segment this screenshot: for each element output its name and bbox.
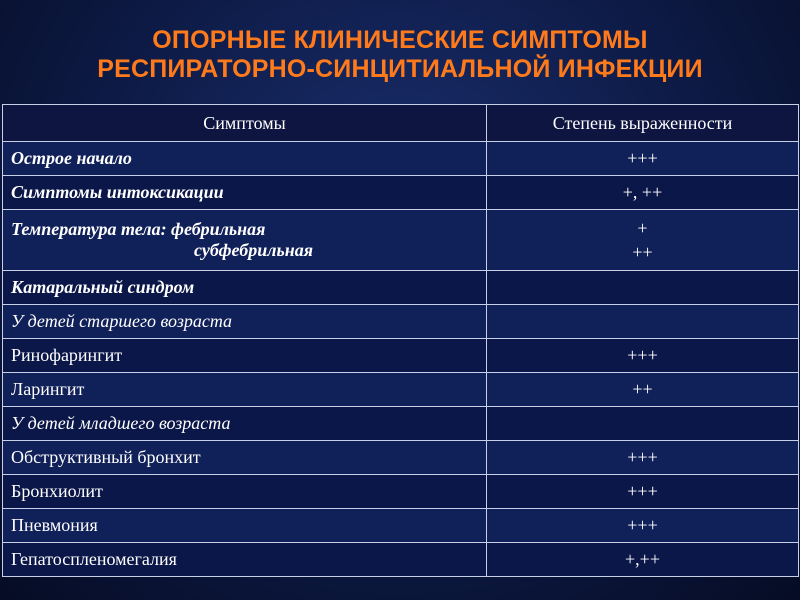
degree-cell xyxy=(487,271,799,305)
degree-cell: +, ++ xyxy=(487,176,799,210)
table-row xyxy=(3,271,799,305)
degree-cell: +++ xyxy=(487,142,799,176)
table-row xyxy=(3,210,799,271)
table-row xyxy=(3,339,799,373)
degree-line: ++ xyxy=(632,242,653,262)
symptom-cell: Ринофарингит xyxy=(3,339,487,373)
table-row xyxy=(3,142,799,176)
symptom-cell: У детей старшего возраста xyxy=(3,305,487,339)
degree-cell: +++ xyxy=(487,339,799,373)
degree-cell xyxy=(487,305,799,339)
degree-line: + xyxy=(637,218,648,238)
header-symptoms: Симптомы xyxy=(3,105,487,142)
degree-cell: +++ xyxy=(487,475,799,509)
symptom-cell: Катаральный синдром xyxy=(3,271,487,305)
symptom-line: субфебрильная xyxy=(194,240,313,260)
header-degree: Степень выраженности xyxy=(487,105,799,142)
symptom-cell: Ларингит xyxy=(3,373,487,407)
symptom-cell: Острое начало xyxy=(3,142,487,176)
symptom-line: Температура тела: фебрильная xyxy=(11,219,266,239)
table-row xyxy=(3,441,799,475)
table-row xyxy=(3,475,799,509)
degree-cell: +++ xyxy=(487,509,799,543)
symptom-cell: Симптомы интоксикации xyxy=(3,176,487,210)
table-row xyxy=(3,509,799,543)
degree-cell xyxy=(487,210,799,271)
table-row xyxy=(3,543,799,577)
degree-cell xyxy=(487,407,799,441)
page-title xyxy=(0,26,800,84)
degree-cell: ++ xyxy=(487,373,799,407)
table-row xyxy=(3,407,799,441)
symptom-cell xyxy=(3,210,487,271)
symptoms-table xyxy=(2,104,799,577)
degree-cell: +,++ xyxy=(487,543,799,577)
table-row xyxy=(3,373,799,407)
table-header-row xyxy=(3,105,799,142)
degree-cell: +++ xyxy=(487,441,799,475)
symptom-cell: Обструктивный бронхит xyxy=(3,441,487,475)
symptom-cell: Пневмония xyxy=(3,509,487,543)
title-line-2: РЕСПИРАТОРНО-СИНЦИТИАЛЬНОЙ ИНФЕКЦИИ xyxy=(97,55,703,83)
symptom-cell: Бронхиолит xyxy=(3,475,487,509)
symptom-cell: У детей младшего возраста xyxy=(3,407,487,441)
table-row xyxy=(3,305,799,339)
table-row xyxy=(3,176,799,210)
title-line-1: ОПОРНЫЕ КЛИНИЧЕСКИЕ СИМПТОМЫ xyxy=(152,26,648,54)
symptom-cell: Гепатоспленомегалия xyxy=(3,543,487,577)
